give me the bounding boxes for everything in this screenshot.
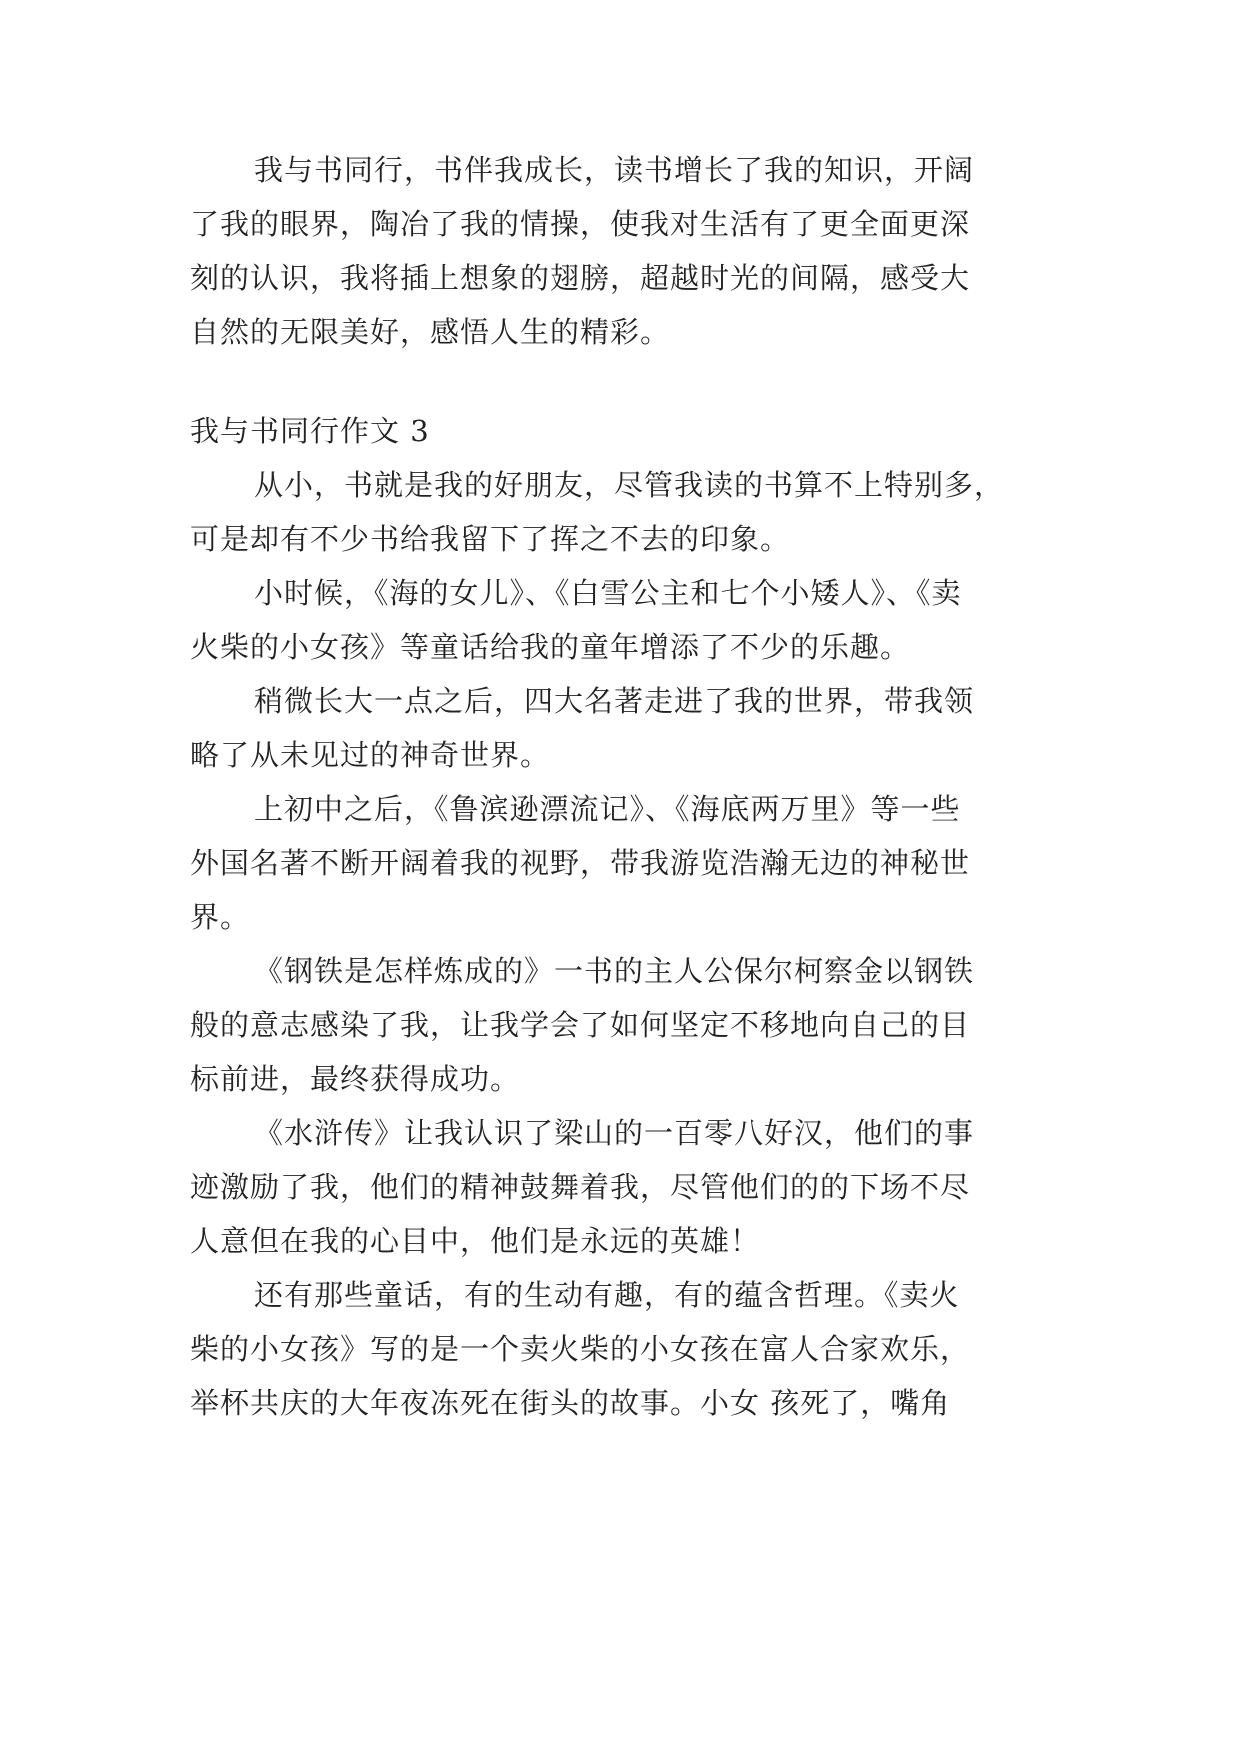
paragraph-7-line-1: 还有那些童话，有的生动有趣，有的蕴含哲理。《卖火 [254,1278,960,1312]
intro-line-2: 了我的眼界，陶冶了我的情操，使我对生活有了更全面更深 [190,207,971,241]
paragraph-5-line-1: 《钢铁是怎样炼成的》一书的主人公保尔柯察金以钢铁 [254,954,975,988]
paragraph-7-line-3: 举杯共庆的大年夜冻死在街头的故事。小女 孩死了，嘴角 [190,1386,951,1420]
paragraph-3-line-1: 稍微长大一点之后，四大名著走进了我的世界，带我领 [254,684,975,718]
paragraph-1-line-2: 可是却有不少书给我留下了挥之不去的印象。 [190,522,791,556]
paragraph-4-line-2: 外国名著不断开阔着我的视野，带我游览浩瀚无边的神秘世 [190,846,971,880]
paragraph-6-line-2: 迹激励了我，他们的精神鼓舞着我，尽管他们的的下场不尽 [190,1170,971,1204]
paragraph-6-line-3: 人意但在我的心目中，他们是永远的英雄！ [190,1224,761,1258]
paragraph-5-line-2: 般的意志感染了我，让我学会了如何坚定不移地向自己的目 [190,1008,971,1042]
paragraph-4-line-1: 上初中之后，《鲁滨逊漂流记》、《海底两万里》等一些 [254,792,961,826]
paragraph-6-line-1: 《水浒传》让我认识了梁山的一百零八好汉，他们的事 [254,1116,975,1150]
intro-line-4: 自然的无限美好，感悟人生的精彩。 [190,315,671,349]
paragraph-2-line-1: 小时候，《海的女儿》、《白雪公主和七个小矮人》、《卖 [254,576,962,610]
paragraph-5-line-3: 标前进，最终获得成功。 [190,1062,521,1096]
intro-line-3: 刻的认识，我将插上想象的翅膀，超越时光的间隔，感受大 [190,261,971,295]
paragraph-2-line-2: 火柴的小女孩》等童话给我的童年增添了不少的乐趣。 [190,630,911,664]
intro-line-1: 我与书同行，书伴我成长，读书增长了我的知识，开阔 [254,153,975,187]
paragraph-3-line-2: 略了从未见过的神奇世界。 [190,738,551,772]
paragraph-4-line-3: 界。 [190,900,251,934]
paragraph-1-line-1: 从小，书就是我的好朋友，尽管我读的书算不上特别多， [254,468,1005,502]
section-title: 我与书同行作文 3 [190,414,430,448]
paragraph-7-line-2: 柴的小女孩》写的是一个卖火柴的小女孩在富人合家欢乐， [190,1332,971,1366]
